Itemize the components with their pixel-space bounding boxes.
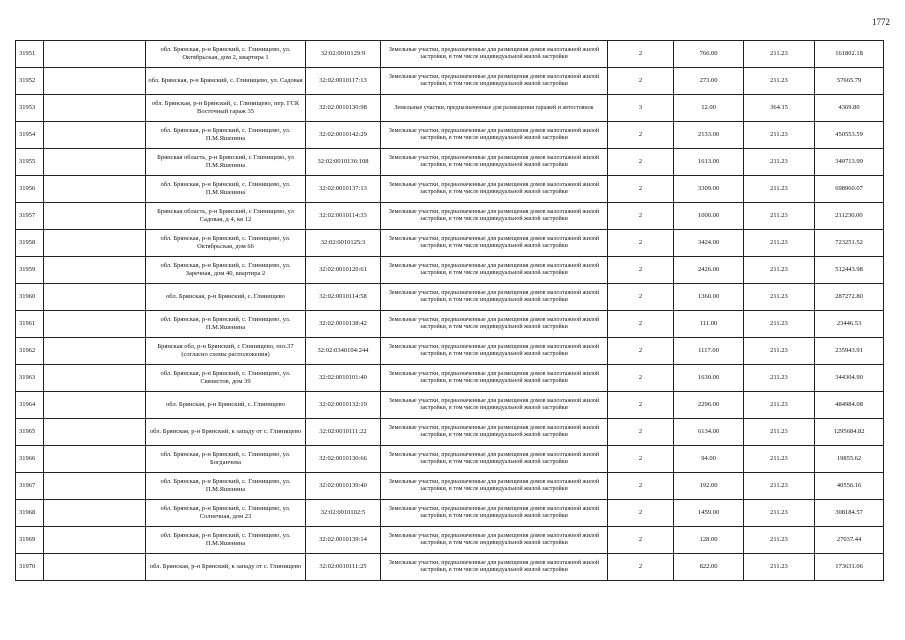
address-cell: Брянская область, р-н Брянский, с Глинищево, ул П.М.Яшенина: [146, 149, 306, 176]
table-row: [16, 392, 884, 419]
table-row: [16, 122, 884, 149]
cadastral-value-cell: 723251.52: [815, 230, 884, 257]
specific-value-cell: 211.23: [744, 365, 815, 392]
record-number-cell: 31961: [16, 311, 44, 338]
table-row: [16, 419, 884, 446]
record-number-cell: 31966: [16, 446, 44, 473]
land-use-cell: Земельные участки, предназначенные для размещения домов малоэтажной жилой застройки, в том числе индивидуальной жилой застройки: [381, 68, 608, 95]
cadastral-number-cell: 32:02:0010111:22: [306, 419, 381, 446]
land-use-cell: Земельные участки, предназначенные для размещения домов малоэтажной жилой застройки, в том числе индивидуальной жилой застройки: [381, 257, 608, 284]
land-use-cell: Земельные участки, предназначенные для размещения домов малоэтажной жилой застройки, в том числе индивидуальной жилой застройки: [381, 41, 608, 68]
table-row: [16, 446, 884, 473]
table-row: [16, 527, 884, 554]
record-number-cell: 31963: [16, 365, 44, 392]
table-row: [16, 95, 884, 122]
land-use-cell: Земельные участки, предназначенные для размещения домов малоэтажной жилой застройки, в том числе индивидуальной жилой застройки: [381, 473, 608, 500]
blank-cell: [44, 68, 146, 95]
cadastral-number-cell: 32:02:0010130:98: [306, 95, 381, 122]
specific-value-cell: 211.23: [744, 149, 815, 176]
blank-cell: [44, 365, 146, 392]
cadastral-number-cell: 32:02:0010114:58: [306, 284, 381, 311]
blank-cell: [44, 230, 146, 257]
land-use-cell: Земельные участки, предназначенные для размещения домов малоэтажной жилой застройки, в том числе индивидуальной жилой застройки: [381, 365, 608, 392]
cadastral-value-cell: 173631.06: [815, 554, 884, 581]
area-cell: 128.00: [674, 527, 744, 554]
land-use-cell: Земельные участки, предназначенные для размещения домов малоэтажной жилой застройки, в том числе индивидуальной жилой застройки: [381, 149, 608, 176]
address-cell: обл. Брянская, р-н Брянский, к западу от с. Глинищево: [146, 554, 306, 581]
table-row: [16, 284, 884, 311]
address-cell: обл. Брянская, р-н Брянский, с. Глинищево, ул. П.М.Яшенина: [146, 311, 306, 338]
address-cell: обл. Брянская, р-н Брянский, с. Глинищево, ул. П.М.Яшенина: [146, 176, 306, 203]
table-row: [16, 311, 884, 338]
specific-value-cell: 211.23: [744, 176, 815, 203]
blank-cell: [44, 257, 146, 284]
address-cell: обл. Брянская, р-н Брянский, с. Глинищево, ул. Связистов, дом 39: [146, 365, 306, 392]
table-row: [16, 176, 884, 203]
address-cell: обл. Брянская, р-н Брянский, с. Глинищево, ул. Октябрьская, дом 2, квартира 1: [146, 41, 306, 68]
group-cell: 2: [608, 149, 674, 176]
group-cell: 2: [608, 257, 674, 284]
land-use-cell: Земельные участки, предназначенные для размещения домов малоэтажной жилой застройки, в том числе индивидуальной жилой застройки: [381, 338, 608, 365]
address-cell: обл. Брянская, р-н Брянский, с. Глинищево, ул. Заречная, дом 40, квартира 2: [146, 257, 306, 284]
address-cell: обл. Брянская, р-н Брянский, к западу от с. Глинищево: [146, 419, 306, 446]
cadastral-value-cell: 308184.57: [815, 500, 884, 527]
group-cell: 2: [608, 446, 674, 473]
land-use-cell: Земельные участки, предназначенные для размещения гаражей и автостоянок: [381, 95, 608, 122]
cadastral-value-cell: 23446.53: [815, 311, 884, 338]
land-use-cell: Земельные участки, предназначенные для размещения домов малоэтажной жилой застройки, в том числе индивидуальной жилой застройки: [381, 446, 608, 473]
area-cell: 3309.00: [674, 176, 744, 203]
area-cell: 1360.00: [674, 284, 744, 311]
group-cell: 2: [608, 419, 674, 446]
area-cell: 2296.00: [674, 392, 744, 419]
table-row: [16, 365, 884, 392]
land-use-cell: Земельные участки, предназначенные для размещения домов малоэтажной жилой застройки, в том числе индивидуальной жилой застройки: [381, 500, 608, 527]
specific-value-cell: 211.23: [744, 473, 815, 500]
land-use-cell: Земельные участки, предназначенные для размещения домов малоэтажной жилой застройки, в том числе индивидуальной жилой застройки: [381, 419, 608, 446]
cadastral-value-table: [15, 40, 884, 581]
cadastral-value-cell: 235943.91: [815, 338, 884, 365]
blank-cell: [44, 392, 146, 419]
table-row: [16, 338, 884, 365]
land-use-cell: Земельные участки, предназначенные для размещения домов малоэтажной жилой застройки, в том числе индивидуальной жилой застройки: [381, 176, 608, 203]
group-cell: 2: [608, 338, 674, 365]
address-cell: обл. Брянская, р-н Брянский, с. Глинищево, ул. Октябрьская, дом 66: [146, 230, 306, 257]
group-cell: 2: [608, 311, 674, 338]
group-cell: 2: [608, 392, 674, 419]
page-number: 1772: [872, 17, 890, 27]
land-use-cell: Земельные участки, предназначенные для размещения домов малоэтажной жилой застройки, в том числе индивидуальной жилой застройки: [381, 311, 608, 338]
blank-cell: [44, 554, 146, 581]
record-number-cell: 31952: [16, 68, 44, 95]
land-use-cell: Земельные участки, предназначенные для размещения домов малоэтажной жилой застройки, в том числе индивидуальной жилой застройки: [381, 527, 608, 554]
cadastral-number-cell: 32:02:0010102:5: [306, 500, 381, 527]
specific-value-cell: 211.23: [744, 338, 815, 365]
blank-cell: [44, 338, 146, 365]
cadastral-number-cell: 32:02:0010117:13: [306, 68, 381, 95]
blank-cell: [44, 149, 146, 176]
cadastral-number-cell: 32:02:0010132:19: [306, 392, 381, 419]
cadastral-number-cell: 32:02:0010139:40: [306, 473, 381, 500]
cadastral-number-cell: 32:02:0010142:29: [306, 122, 381, 149]
cadastral-value-cell: 211230.00: [815, 203, 884, 230]
record-number-cell: 31968: [16, 500, 44, 527]
cadastral-value-cell: 57665.79: [815, 68, 884, 95]
area-cell: 1459.00: [674, 500, 744, 527]
specific-value-cell: 211.23: [744, 284, 815, 311]
area-cell: 1000.00: [674, 203, 744, 230]
group-cell: 2: [608, 203, 674, 230]
specific-value-cell: 211.23: [744, 392, 815, 419]
record-number-cell: 31970: [16, 554, 44, 581]
table-row: [16, 41, 884, 68]
land-use-cell: Земельные участки, предназначенные для размещения домов малоэтажной жилой застройки, в том числе индивидуальной жилой застройки: [381, 122, 608, 149]
specific-value-cell: 211.23: [744, 419, 815, 446]
area-cell: 12.00: [674, 95, 744, 122]
cadastral-number-cell: 32:02:0010136:108: [306, 149, 381, 176]
group-cell: 2: [608, 68, 674, 95]
group-cell: 2: [608, 122, 674, 149]
blank-cell: [44, 500, 146, 527]
record-number-cell: 31957: [16, 203, 44, 230]
blank-cell: [44, 473, 146, 500]
cadastral-value-cell: 19855.62: [815, 446, 884, 473]
specific-value-cell: 211.23: [744, 41, 815, 68]
specific-value-cell: 211.23: [744, 554, 815, 581]
cadastral-number-cell: 32:02:0010101:40: [306, 365, 381, 392]
specific-value-cell: 211.23: [744, 257, 815, 284]
area-cell: 273.00: [674, 68, 744, 95]
blank-cell: [44, 419, 146, 446]
record-number-cell: 31965: [16, 419, 44, 446]
cadastral-value-cell: 698960.07: [815, 176, 884, 203]
group-cell: 2: [608, 41, 674, 68]
specific-value-cell: 211.23: [744, 68, 815, 95]
table-row: [16, 473, 884, 500]
blank-cell: [44, 41, 146, 68]
address-cell: обл. Брянская, р-н Брянский, с. Глинищево: [146, 284, 306, 311]
record-number-cell: 31969: [16, 527, 44, 554]
table-body: [16, 41, 884, 581]
group-cell: 2: [608, 527, 674, 554]
record-number-cell: 31951: [16, 41, 44, 68]
record-number-cell: 31967: [16, 473, 44, 500]
record-number-cell: 31954: [16, 122, 44, 149]
record-number-cell: 31964: [16, 392, 44, 419]
specific-value-cell: 211.23: [744, 122, 815, 149]
table-row: [16, 500, 884, 527]
cadastral-value-cell: 40556.16: [815, 473, 884, 500]
cadastral-number-cell: 32:02:0010139:14: [306, 527, 381, 554]
address-cell: обл. Брянская, р-н Брянский, с. Глинищево: [146, 392, 306, 419]
cadastral-value-cell: 1295684.82: [815, 419, 884, 446]
cadastral-value-cell: 27037.44: [815, 527, 884, 554]
blank-cell: [44, 284, 146, 311]
cadastral-value-cell: 287272.80: [815, 284, 884, 311]
cadastral-value-cell: 450553.59: [815, 122, 884, 149]
area-cell: 1613.00: [674, 149, 744, 176]
address-cell: Брянская область, р-н Брянский, с Глинищево, ул Садовая, д 4, кв 12: [146, 203, 306, 230]
group-cell: 2: [608, 284, 674, 311]
cadastral-number-cell: 32:02:0010129:9: [306, 41, 381, 68]
record-number-cell: 31956: [16, 176, 44, 203]
land-use-cell: Земельные участки, предназначенные для размещения домов малоэтажной жилой застройки, в том числе индивидуальной жилой застройки: [381, 392, 608, 419]
blank-cell: [44, 203, 146, 230]
area-cell: 822.00: [674, 554, 744, 581]
address-cell: Брянская обл, р-н Брянский, с Глинищево, поз.37 (согласно схемы расположения): [146, 338, 306, 365]
group-cell: 2: [608, 176, 674, 203]
specific-value-cell: 211.23: [744, 230, 815, 257]
blank-cell: [44, 122, 146, 149]
area-cell: 2426.00: [674, 257, 744, 284]
cadastral-value-cell: 512443.98: [815, 257, 884, 284]
land-use-cell: Земельные участки, предназначенные для размещения домов малоэтажной жилой застройки, в том числе индивидуальной жилой застройки: [381, 203, 608, 230]
cadastral-number-cell: 32:02:0010114:33: [306, 203, 381, 230]
specific-value-cell: 211.23: [744, 311, 815, 338]
cadastral-value-cell: 344304.90: [815, 365, 884, 392]
table-row: [16, 203, 884, 230]
blank-cell: [44, 95, 146, 122]
specific-value-cell: 211.23: [744, 500, 815, 527]
specific-value-cell: 364.15: [744, 95, 815, 122]
group-cell: 2: [608, 554, 674, 581]
area-cell: 111.00: [674, 311, 744, 338]
area-cell: 94.00: [674, 446, 744, 473]
area-cell: 2133.00: [674, 122, 744, 149]
address-cell: обл. Брянская, р-н Брянский, с. Глинищево, ул. П.М.Яшенина: [146, 122, 306, 149]
land-use-cell: Земельные участки, предназначенные для размещения домов малоэтажной жилой застройки, в том числе индивидуальной жилой застройки: [381, 554, 608, 581]
cadastral-number-cell: 32:02:0010111:25: [306, 554, 381, 581]
area-cell: 6134.00: [674, 419, 744, 446]
table-row: [16, 554, 884, 581]
cadastral-value-cell: 484984.08: [815, 392, 884, 419]
address-cell: обл. Брянская, р-н Брянский, с. Глинищево, ул. Богданчева: [146, 446, 306, 473]
cadastral-number-cell: 32:02:0010138:42: [306, 311, 381, 338]
group-cell: 2: [608, 473, 674, 500]
group-cell: 2: [608, 500, 674, 527]
blank-cell: [44, 311, 146, 338]
cadastral-value-cell: 161802.18: [815, 41, 884, 68]
specific-value-cell: 211.23: [744, 527, 815, 554]
blank-cell: [44, 176, 146, 203]
table-row: [16, 257, 884, 284]
group-cell: 2: [608, 365, 674, 392]
cadastral-value-cell: 4369.80: [815, 95, 884, 122]
cadastral-value-cell: 340713.99: [815, 149, 884, 176]
address-cell: обл. Брянская, р-н Брянский, с. Глинищево, ул. П.М.Яшенина: [146, 527, 306, 554]
land-use-cell: Земельные участки, предназначенные для размещения домов малоэтажной жилой застройки, в том числе индивидуальной жилой застройки: [381, 230, 608, 257]
group-cell: 3: [608, 95, 674, 122]
specific-value-cell: 211.23: [744, 446, 815, 473]
cadastral-number-cell: 32:02:0010130:66: [306, 446, 381, 473]
area-cell: 3424.00: [674, 230, 744, 257]
address-cell: обл. Брянская, р-н Брянский, с. Глинищево, ул. П.М.Яшенина: [146, 473, 306, 500]
address-cell: обл. Брянская, р-н Брянский, с. Глинищево, пер. ГСК Восточный гараж 35: [146, 95, 306, 122]
address-cell: обл. Брянская, р-н Брянский, с. Глинищево, ул. Садовая: [146, 68, 306, 95]
table-row: [16, 68, 884, 95]
table-row: [16, 230, 884, 257]
area-cell: 192.00: [674, 473, 744, 500]
group-cell: 2: [608, 230, 674, 257]
record-number-cell: 31955: [16, 149, 44, 176]
cadastral-number-cell: 32:02:0010120:61: [306, 257, 381, 284]
blank-cell: [44, 527, 146, 554]
record-number-cell: 31960: [16, 284, 44, 311]
address-cell: обл. Брянская, р-н Брянский, с. Глинищево, ул. Солнечная, дом 23: [146, 500, 306, 527]
specific-value-cell: 211.23: [744, 203, 815, 230]
cadastral-number-cell: 32:02:0010125:3: [306, 230, 381, 257]
cadastral-number-cell: 32:02:0340104:244: [306, 338, 381, 365]
table-row: [16, 149, 884, 176]
record-number-cell: 31958: [16, 230, 44, 257]
land-use-cell: Земельные участки, предназначенные для размещения домов малоэтажной жилой застройки, в том числе индивидуальной жилой застройки: [381, 284, 608, 311]
cadastral-number-cell: 32:02:0010137:13: [306, 176, 381, 203]
record-number-cell: 31959: [16, 257, 44, 284]
area-cell: 766.00: [674, 41, 744, 68]
blank-cell: [44, 446, 146, 473]
record-number-cell: 31953: [16, 95, 44, 122]
area-cell: 1630.00: [674, 365, 744, 392]
area-cell: 1117.00: [674, 338, 744, 365]
record-number-cell: 31962: [16, 338, 44, 365]
